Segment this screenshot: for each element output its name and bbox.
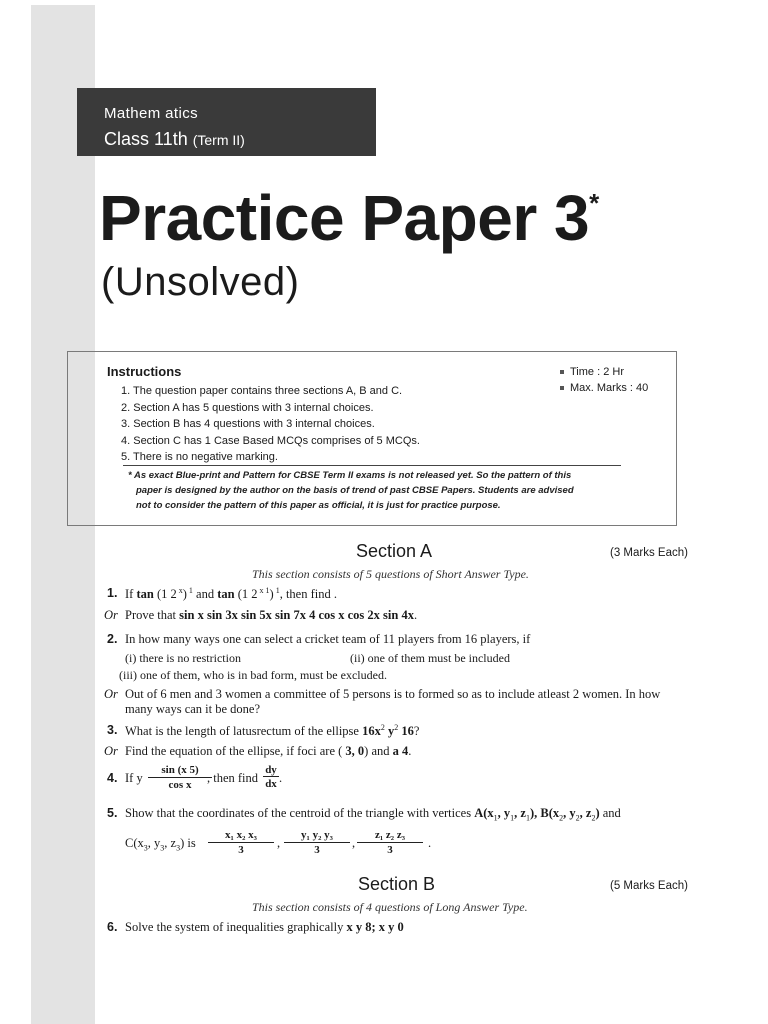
term-label: (Term II) [192,132,245,148]
or-label: Or [104,687,118,701]
instruction-item: 2. Section A has 5 questions with 3 internal choices. [121,401,374,414]
title-asterisk: * [589,187,599,218]
question-2-or-line: many ways can it be done? [125,702,261,716]
instruction-item: 1. The question paper contains three sections A, B and C. [121,385,403,397]
question-2-or-line: Out of 6 men and 3 women a committee of 5 persons is to formed so as to include atleast 2 women. In how [125,687,661,701]
subject-header-box [77,88,376,156]
time-info: Time : 2 Hr [560,364,648,380]
fraction-dy-dx: $\frac{dy}{dx}$ [263,764,279,790]
section-a-description: This section consists of 5 questions of Short Answer Type. [252,567,529,581]
or-label: Or [104,608,118,622]
question-3-or-text: Find the equation of the ellipse, if foci are ( 3, 0) and a 4. [125,744,412,758]
question-number: 3. [107,723,118,737]
note-line: not to consider the pattern of this paper as official, it is just for practice purpose. [136,500,501,511]
instruction-item: 4. Section C has 1 Case Based MCQs comprises of 5 MCQs. [121,434,420,447]
title-text: Practice Paper 3 [99,182,590,254]
comma: , [277,836,281,850]
question-number: 4. [107,771,118,785]
divider [123,465,621,466]
instructions-list [121,383,420,466]
class-name: Class 11th [104,129,188,149]
instruction-item: 5. There is no negative marking. [121,451,278,463]
bullet-icon [560,386,564,390]
question-5-line1: Show that the coordinates of the centroid of the triangle with vertices $A(x_1$, $y_1$, $z_1$), $B(x_2$, $y_2$, $z_2$) and [125,806,621,823]
centroid-z-fraction: $\frac{\text{z₁ z₂ z₃}}{3}$ [357,829,423,856]
note-line: paper is designed by the author on the basis of trend of past CBSE Papers. Students are advised [136,485,574,496]
question-number: 6. [107,920,118,934]
question-2-option: (iii) one of them, who is in bad form, must be excluded. [119,668,387,682]
comma: , [352,836,356,850]
section-b-heading: Section B [358,874,436,894]
note-line: * As exact Blue-print and Pattern for CBSE Term II exams is not released yet. So the pattern of this [128,470,572,481]
fraction-sin-over-cos: $\frac{\sin (x 5)}{\text{cos x}}$ [148,764,212,791]
subject-label: Mathem atics [104,105,198,122]
or-label: Or [104,744,118,758]
question-6-text: Solve the system of inequalities graphically x y 8; x y 0 [125,920,404,934]
question-number: 1. [107,586,118,600]
question-1-text: If tan (1 2 $^x$) $^1$ and tan (1 2 $^{x 1}$) $^1$, then find . [125,586,337,602]
question-number: 2. [107,632,118,646]
disclaimer-note [128,468,628,513]
class-label [104,129,245,150]
section-a-marks: (3 Marks Each) [610,547,688,559]
centroid-y-fraction: $\frac{\text{y₁ y₂ y₃}}{3}$ [284,829,350,856]
bullet-icon [560,370,564,374]
question-2-option: (i) there is no restriction [125,651,241,665]
page-title [99,182,599,254]
question-4-mid: , then find [207,771,259,785]
exam-meta [560,364,648,396]
page-subtitle: (Unsolved) [101,260,300,304]
question-2-option: (ii) one of them must be included [350,651,510,665]
centroid-x-fraction: $\frac{\text{x₁ x₂ x₃}}{3}$ [208,829,274,856]
section-b-marks: (5 Marks Each) [610,880,688,892]
marks-info: Max. Marks : 40 [560,380,648,396]
question-3-text: What is the length of latusrectum of the ellipse $16x^2$ $y^2$ 16? [125,723,420,739]
question-2-text: In how many ways one can select a cricket team of 11 players from 16 players, if [125,632,531,646]
instructions-box [67,351,677,526]
question-1-or-text: Prove that sin x sin 3x sin 5x sin 7x 4 cos x cos 2x sin 4x. [125,608,418,622]
section-b-description: This section consists of 4 questions of Long Answer Type. [252,900,528,914]
question-5-line2: $C(x_3$, $y_3$, $z_3$) is [125,836,196,853]
question-4-prefix: If y [125,771,143,785]
instructions-title: Instructions [107,364,182,379]
question-5-end: . [428,836,432,850]
section-a-heading: Section A [356,541,433,561]
question-number: 5. [107,806,118,820]
question-4-end: . [279,771,283,785]
instruction-item: 3. Section B has 4 questions with 3 internal choices. [121,418,375,430]
